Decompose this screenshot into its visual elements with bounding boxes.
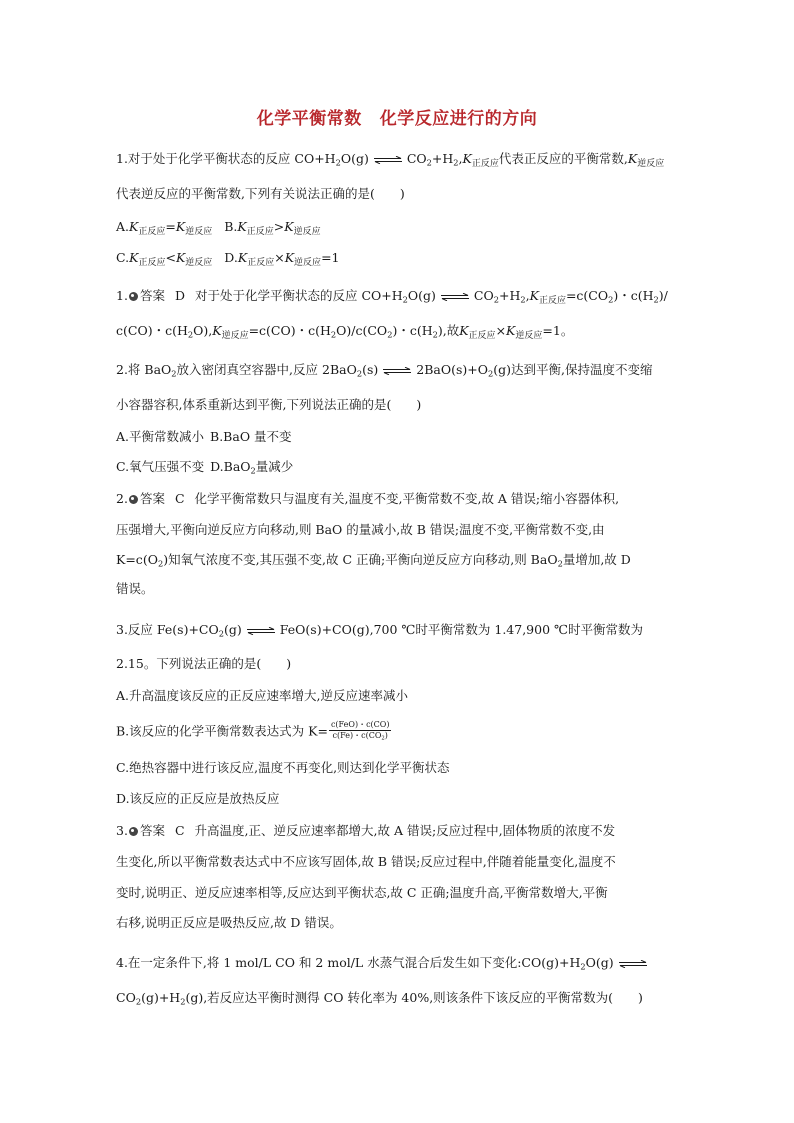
q1-stem-line2: 代表逆反应的平衡常数,下列有关说法正确的是( ) xyxy=(116,186,405,201)
equilibrium-arrow-icon xyxy=(246,627,276,635)
equilibrium-arrow-icon xyxy=(373,156,403,164)
q2-answer-line1: 2. 答案 C 化学平衡常数只与温度有关,温度不变,平衡常数不变,故 A 错误;缩小容器体积, xyxy=(116,491,620,506)
q1-options-cd: $C.K_{正反应}<K_{逆反应}$ $D.K_{正反应}\times K_{逆反应}=1$ xyxy=(116,250,340,269)
q3-option-b: B.该反应的化学平衡常数表达式为 K= $\frac{\text{c(FeO)・c(CO)}}{c(Fe)・c(CO_2)}$ xyxy=(116,720,390,742)
q1-stem-line1: 1.对于处于化学平衡状态的反应 $CO+H_2O(g)$ $CO_2+H_2,K_{正反应}$代表正反应的平衡常数$,K_{逆反应}$ xyxy=(116,151,665,170)
equilibrium-arrow-icon xyxy=(440,293,470,301)
q2-stem-line2: 小容器容积,体系重新达到平衡,下列说法正确的是( ) xyxy=(116,397,422,412)
q1-answer-line1: 1. 答案 D 对于处于化学平衡状态的反应 $CO+H_2O(g)$ $CO_2+H_2,K_{正反应}=c(CO_2)$・$c(H_2)/$ xyxy=(116,288,668,307)
q3-option-c: C.绝热容器中进行该反应,温度不再变化,则达到化学平衡状态 xyxy=(116,760,450,775)
page-title: 化学平衡常数 化学反应进行的方向 xyxy=(256,109,538,129)
q2-answer-line2: 压强增大,平衡向逆反应方向移动,则 BaO 的量减小,故 B 错误;温度不变,平衡常数不变,由 xyxy=(116,522,605,537)
q2-answer-line4: 错误。 xyxy=(116,581,154,596)
q3-stem-line2: 2.15。下列说法正确的是( ) xyxy=(116,656,292,671)
q2-options-cd: C.氧气压强不变 D.BaO$_2$量减少 xyxy=(116,459,294,476)
q3-option-a: A.升高温度该反应的正反应速率增大,逆反应速率减小 xyxy=(116,688,408,703)
q2-options-ab: A.平衡常数减小 B.BaO 量不变 xyxy=(116,429,292,444)
q4-stem-line2: $CO_2(g)+H_2(g)$,若反应达平衡时测得 CO 转化率为 40%,则该条件下该反应的平衡常数为( ) xyxy=(116,990,643,1007)
q1-options-ab: $A.K_{正反应}=K_{逆反应}$ $B.K_{正反应}>K_{逆反应}$ xyxy=(116,219,321,238)
q2-answer-line3: $K=c(O_2)$知氧气浓度不变,其压强不变,故 C 正确;平衡向逆反应方向移动,则 BaO$_2$量增加,故 D xyxy=(116,552,631,569)
equilibrium-expression-fraction: $\frac{\text{c(FeO)・c(CO)}}{c(Fe)・c(CO_2)}$ xyxy=(330,720,390,742)
q4-stem-line1: 4.在一定条件下,将 1 mol/L CO 和 2 mol/L 水蒸气混合后发生如下变化$:CO(g)+H_2O(g)$ xyxy=(116,955,652,974)
q3-answer-line3: 变时,说明正、逆反应速率相等,反应达到平衡状态,故 C 正确;温度升高,平衡常数增大,平衡 xyxy=(116,885,608,900)
answer-icon xyxy=(129,292,138,301)
q3-stem-line1: 3.反应 $Fe(s)+CO_2(g)$ FeO(s)+CO(g),700 ℃时平衡常数为 1.47,900 ℃时平衡常数为 xyxy=(116,622,643,639)
q3-answer-line4: 右移,说明正反应是吸热反应,故 D 错误。 xyxy=(116,915,342,930)
q1-answer-line2: c(CO)・$c(H_2O),K_{逆反应}=c(CO)$・$c(H_2O)/c(CO_2)$・$c(H_2)$,故$K_{正反应}\times K_{逆反应}=1$。 xyxy=(116,323,574,342)
q3-answer-line1: 3. 答案 C 升高温度,正、逆反应速率都增大,故 A 错误;反应过程中,固体物质的浓度不发 xyxy=(116,823,616,838)
q3-answer-line2: 生变化,所以平衡常数表达式中不应该写固体,故 B 错误;反应过程中,伴随着能量变化,温度不 xyxy=(116,854,616,869)
answer-icon xyxy=(129,827,138,836)
q2-stem-line1: 2.将 BaO$_2$放入密闭真空容器中,反应 2BaO$_2$(s) $2BaO(s)+O_2(g)$达到平衡,保持温度不变缩 xyxy=(116,362,653,379)
q3-option-d: D.该反应的正反应是放热反应 xyxy=(116,791,280,806)
equilibrium-arrow-icon xyxy=(618,960,648,968)
answer-icon xyxy=(129,495,138,504)
equilibrium-arrow-icon xyxy=(382,367,412,375)
